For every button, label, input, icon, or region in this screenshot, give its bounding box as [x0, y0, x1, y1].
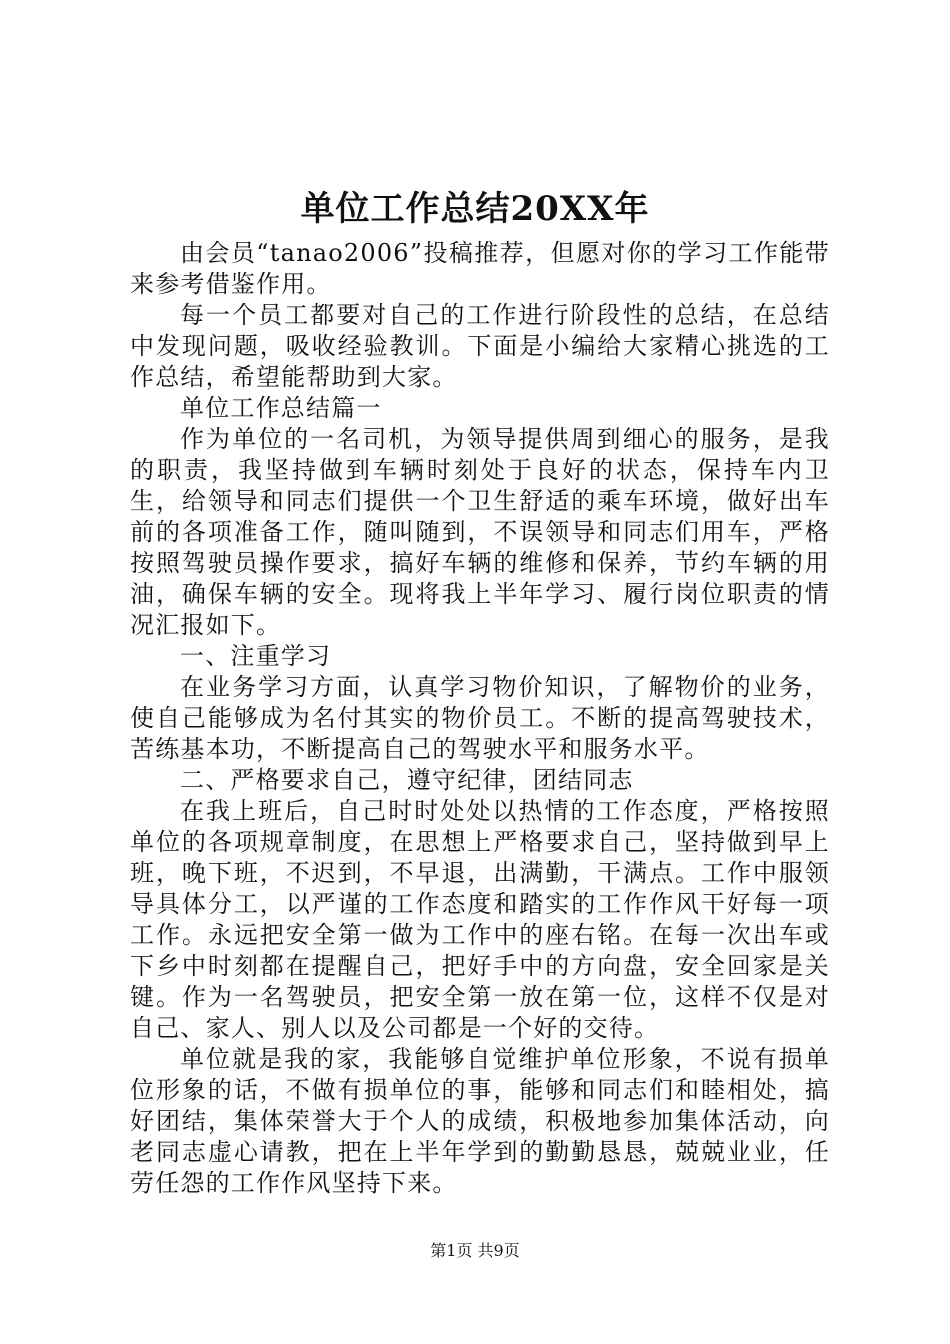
paragraph-duties: 作为单位的一名司机，为领导提供周到细心的服务，是我的职责，我坚持做到车辆时刻处于良好的状态，保持车内卫生，给领导和同志们提供一个卫生舒适的乘车环境，做好出车前的各项准备工作，随叫随到，不误领导和同志们用车，严格按照驾驶员操作要求，搞好车辆的维修和保养，节约车辆的用油，确保车辆的安全。现将我上半年学习、履行岗位职责的情况汇报如下。 [130, 425, 830, 639]
document-title: 单位工作总结20XX年 [300, 189, 650, 229]
paragraph-intro: 由会员“tanao2006”投稿推荐，但愿对你的学习工作能带来参考借鉴作用。 [130, 239, 830, 298]
paragraph-unity: 单位就是我的家，我能够自觉维护单位形象，不说有损单位形象的话，不做有损单位的事，能够和同志们和睦相处，搞好团结，集体荣誉大于个人的成绩，积极地参加集体活动，向老同志虚心请教，把在上半年学到的勤勤恳恳，兢兢业业，任劳任怨的工作作风坚持下来。 [130, 1045, 830, 1197]
paragraph-study: 在业务学习方面，认真学习物价知识，了解物价的业务，使自己能够成为名付其实的物价员工。不断的提高驾驶技术，苦练基本功，不断提高自己的驾驶水平和服务水平。 [130, 673, 830, 763]
section-heading-part-one: 单位工作总结篇一 [180, 394, 382, 422]
page-footer: 第1页 共9页 [430, 1241, 520, 1260]
paragraph-discipline: 在我上班后，自己时时处处以热情的工作态度，严格按照单位的各项规章制度，在思想上严格要求自己，坚持做到早上班，晚下班，不迟到，不早退，出满勤，干满点。工作中服领导具体分工，以严谨的工作态度和踏实的工作作风干好每一项工作。永远把安全第一做为工作中的座右铭。在每一次出车或下乡中时刻都在提醒自己，把好手中的方向盘，安全回家是关键。作为一名驾驶员，把安全第一放在第一位，这样不仅是对自己、家人、别人以及公司都是一个好的交待。 [130, 797, 830, 1042]
document-body [130, 238, 830, 1199]
section-heading-discipline: 二、严格要求自己，遵守纪律，团结同志 [180, 766, 634, 794]
section-heading-study: 一、注重学习 [180, 642, 332, 670]
paragraph-preface: 每一个员工都要对自己的工作进行阶段性的总结，在总结中发现问题，吸收经验教训。下面是小编给大家精心挑选的工作总结，希望能帮助到大家。 [130, 301, 830, 391]
